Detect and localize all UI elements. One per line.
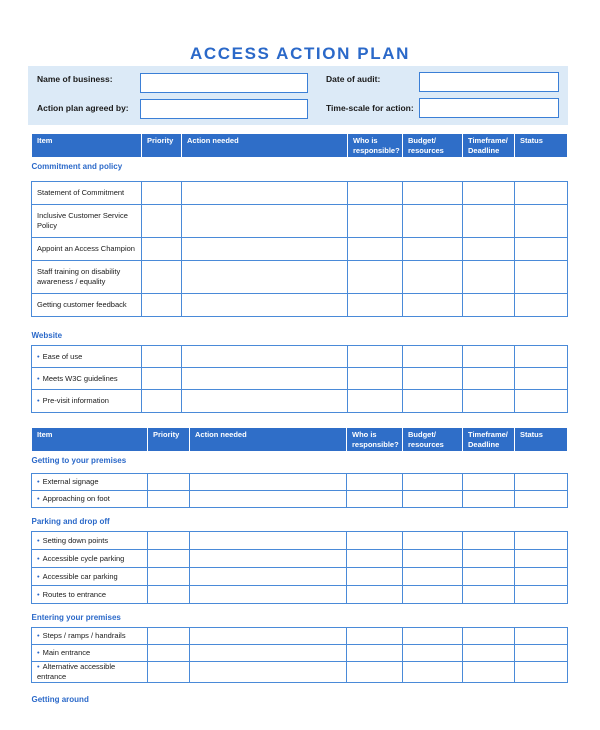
table-row bbox=[32, 346, 568, 368]
col-timeframe: Timeframe/ Deadline bbox=[463, 134, 515, 158]
row-item: • External signage bbox=[32, 474, 148, 491]
row-item: • Setting down points bbox=[32, 532, 148, 550]
col-item: Item bbox=[32, 428, 148, 452]
table-row bbox=[32, 182, 568, 205]
row-item: Staff training on disability awareness / equality bbox=[32, 261, 142, 294]
row-item: • Steps / ramps / handrails bbox=[32, 628, 148, 645]
row-item: Inclusive Customer Service Policy bbox=[32, 205, 142, 238]
col-status: Status bbox=[515, 428, 568, 452]
table-row bbox=[32, 294, 568, 317]
table-row bbox=[32, 261, 568, 294]
row-item: • Approaching on foot bbox=[32, 491, 148, 508]
table-row bbox=[32, 662, 568, 683]
row-item: • Alternative accessible entrance bbox=[32, 662, 148, 683]
table-row bbox=[32, 205, 568, 238]
table-row bbox=[32, 568, 568, 586]
table-header-row bbox=[32, 134, 568, 158]
table-row bbox=[32, 550, 568, 568]
row-item: Statement of Commitment bbox=[32, 182, 142, 205]
timescale-field[interactable] bbox=[419, 98, 559, 118]
section-title: Getting around bbox=[31, 694, 89, 704]
business-name-label: Name of business: bbox=[37, 74, 113, 84]
agreed-by-label: Action plan agreed by: bbox=[37, 103, 129, 113]
col-priority: Priority bbox=[142, 134, 182, 158]
row-item: • Ease of use bbox=[32, 346, 142, 368]
table-row bbox=[32, 368, 568, 390]
col-status: Status bbox=[515, 134, 568, 158]
timescale-label: Time-scale for action: bbox=[326, 103, 414, 113]
header-info-box bbox=[28, 66, 568, 125]
audit-date-field[interactable] bbox=[419, 72, 559, 92]
col-item: Item bbox=[32, 134, 142, 158]
col-priority: Priority bbox=[148, 428, 190, 452]
table-row bbox=[32, 390, 568, 413]
section-title: Website bbox=[31, 331, 63, 340]
table-row bbox=[32, 491, 568, 508]
business-name-field[interactable] bbox=[140, 73, 308, 93]
row-item: • Pre-visit information bbox=[32, 390, 142, 413]
section-title: Parking and drop off bbox=[31, 517, 110, 526]
col-budget: Budget/ resources bbox=[403, 134, 463, 158]
row-item: • Accessible cycle parking bbox=[32, 550, 148, 568]
row-item: • Accessible car parking bbox=[32, 568, 148, 586]
col-action: Action needed bbox=[182, 134, 348, 158]
table-row bbox=[32, 586, 568, 604]
row-item: Appoint an Access Champion bbox=[32, 238, 142, 261]
row-item: • Routes to entrance bbox=[32, 586, 148, 604]
action-plan-table-2 bbox=[31, 427, 568, 709]
row-item: Getting customer feedback bbox=[32, 294, 142, 317]
section-title: Entering your premises bbox=[31, 613, 121, 622]
action-plan-table-1 bbox=[31, 133, 568, 413]
section-title: Commitment and policy bbox=[31, 162, 123, 171]
table-row bbox=[32, 532, 568, 550]
row-item: • Meets W3C guidelines bbox=[32, 368, 142, 390]
col-timeframe: Timeframe/ Deadline bbox=[463, 428, 515, 452]
col-budget: Budget/ resources bbox=[403, 428, 463, 452]
col-responsible: Who is responsible? bbox=[347, 428, 403, 452]
page-title: ACCESS ACTION PLAN bbox=[190, 44, 410, 63]
audit-date-label: Date of audit: bbox=[326, 74, 381, 84]
row-item: • Main entrance bbox=[32, 645, 148, 662]
table-row bbox=[32, 238, 568, 261]
section-title: Getting to your premises bbox=[31, 456, 127, 465]
agreed-by-field[interactable] bbox=[140, 99, 308, 119]
table-row bbox=[32, 474, 568, 491]
col-responsible: Who is responsible? bbox=[348, 134, 403, 158]
table-header-row bbox=[32, 428, 568, 452]
col-action: Action needed bbox=[190, 428, 347, 452]
table-row bbox=[32, 628, 568, 645]
table-row bbox=[32, 645, 568, 662]
